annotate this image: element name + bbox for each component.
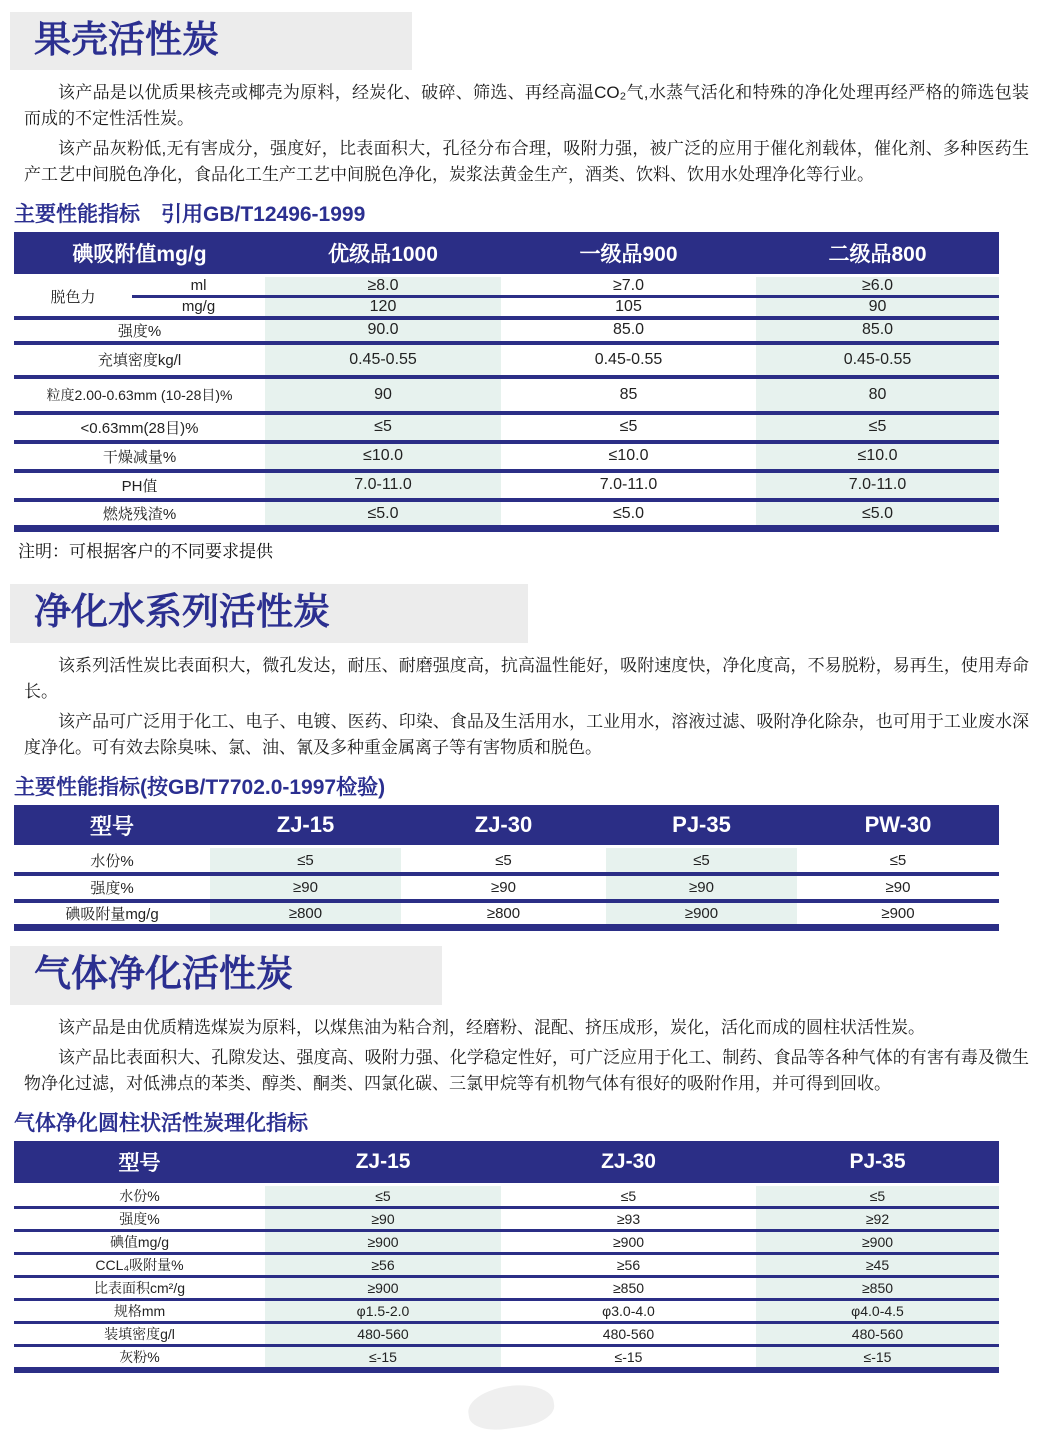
section-title: 气体净化活性炭 [10,946,442,1004]
cell: 0.45-0.55 [265,343,501,377]
column-header: PW-30 [797,805,999,847]
table-row [14,318,999,343]
row-label: 干燥减量% [14,442,265,471]
cell: ≤5.0 [501,500,756,529]
cell: ≤5 [265,413,501,442]
cell: ≥90 [606,874,797,901]
cell: 90 [265,377,501,413]
water-carbon-spec-table [14,805,999,932]
row-label: 规格mm [14,1300,265,1323]
row-label: <0.63mm(28目)% [14,413,265,442]
table-row [14,296,999,318]
cell: ≤5 [620,1188,637,1205]
table-row [14,275,999,296]
cell: 90 [756,296,999,318]
table-header-row [14,805,999,847]
cell: ≤-15 [756,1346,999,1371]
cell: ≥45 [756,1254,999,1277]
cell: ≥900 [756,1231,999,1254]
cell: ≥850 [756,1277,999,1300]
row-label: 粒度2.00-0.63mm (10-28目)% [14,377,265,413]
cell: ≤5.0 [265,500,501,529]
table-heading: 气体净化圆柱状活性炭理化指标 [14,1111,308,1135]
table-row [14,442,999,471]
column-header: PJ-35 [756,1141,999,1185]
cell: 85 [501,377,756,413]
section-title: 净化水系列活性炭 [10,584,528,642]
table-row [14,1277,999,1300]
column-header: ZJ-30 [401,805,606,847]
row-label: 比表面积cm²/g [14,1277,265,1300]
page-bottom-watermark [465,1380,556,1434]
row-label: 脱色力 [14,275,132,318]
cell: ≥56 [501,1254,756,1277]
table-row [14,1208,999,1231]
paragraph: 该系列活性炭比表面积大，微孔发达，耐压、耐磨强度高，抗高温性能好，吸附速度快，净化度高，不易脱粉，易再生，使用寿命长。 [24,655,1029,701]
gas-carbon-spec-table [14,1141,999,1374]
cell: ≥90 [265,1208,501,1231]
cell: ≥90 [401,874,606,901]
row-label: 碘吸附量mg/g [14,901,210,928]
cell: φ1.5-2.0 [265,1300,501,1323]
table-row [14,1323,999,1346]
cell: 105 [501,296,756,318]
cell: ≤5 [210,847,401,874]
table-header-row [14,1141,999,1185]
cell: ≥56 [265,1254,501,1277]
cell: 7.0-11.0 [501,471,756,500]
column-header: ZJ-15 [210,805,401,847]
cell: ≥93 [501,1208,756,1231]
column-header: 二级品800 [756,232,999,275]
table-row [14,1300,999,1323]
table-heading: 主要性能指标(按GB/T7702.0-1997检验) [14,775,386,799]
cell: ≤5 [495,851,512,869]
paragraph: 该产品比表面积大、孔隙发达、强度高、吸附力强、化学稳定性好，可广泛应用于化工、制药、食品等各种气体的有害有毒及微生物净化过滤，对低沸点的苯类、醇类、酮类、四氯化碳、三氯甲烷等有机物气体有很好的吸附作用，并可得到回收。 [24,1047,1029,1093]
paragraph: 该产品可广泛用于化工、电子、电镀、医药、印染、食品及生活用水，工业用水，溶液过滤、吸附净化除杂，也可用于工业废水深度净化。可有效去除臭味、氯、油、氰及多种重金属离子等有害物质和脱色。 [24,711,1029,757]
cell: ≥6.0 [756,275,999,296]
column-header: ZJ-15 [265,1141,501,1185]
cell: ≥900 [797,901,999,928]
cell: ≥800 [210,901,401,928]
row-sublabel: mg/g [132,296,265,318]
cell: 85.0 [501,318,756,343]
section-shell-carbon [0,12,1051,562]
cell: ≥900 [501,1231,756,1254]
section-title: 果壳活性炭 [10,12,412,70]
cell: ≥850 [501,1277,756,1300]
cell: ≥800 [401,901,606,928]
cell: ≤10.0 [265,442,501,471]
cell: ≥900 [265,1231,501,1254]
cell: ≤5 [756,413,999,442]
row-label: PH值 [14,471,265,500]
cell: 0.45-0.55 [756,343,999,377]
table-row [14,1231,999,1254]
cell: 480-560 [265,1323,501,1346]
table-row [14,1346,999,1371]
cell: 85.0 [756,318,999,343]
row-label: 水份% [14,1185,265,1208]
table-row [14,1254,999,1277]
row-label: CCL₄吸附量% [14,1254,265,1277]
section-gas-purification-carbon [0,946,1051,1373]
cell: ≥92 [756,1208,999,1231]
cell: ≤5 [501,413,756,442]
cell: φ3.0-4.0 [501,1300,756,1323]
paragraph: 该产品灰粉低,无有害成分，强度好，比表面积大，孔径分布合理，吸附力强，被广泛的应用于催化剂载体，催化剂、多种医药生产工艺中间脱色净化，食品化工生产工艺中间脱色净化，炭浆法黄金生产，酒类、饮料、饮用水处理净化等行业。 [24,139,1029,185]
shell-carbon-spec-table [14,232,999,532]
table-header-row [14,232,999,275]
column-header: 碘吸附值mg/g [14,232,265,275]
cell: ≤5 [756,1185,999,1208]
cell: 0.45-0.55 [501,343,756,377]
cell: ≤5.0 [756,500,999,529]
table-row [14,500,999,529]
row-label: 强度% [14,1208,265,1231]
row-label: 燃烧残渣% [14,500,265,529]
table-row [14,413,999,442]
cell: ≥90 [210,874,401,901]
row-label: 强度% [14,874,210,901]
column-header: 一级品900 [501,232,756,275]
column-header: ZJ-30 [501,1141,756,1185]
row-label: 水份% [14,847,210,874]
cell: 90.0 [265,318,501,343]
table-row [14,1185,999,1208]
cell: ≤5 [265,1185,501,1208]
table-row [14,874,999,901]
table-row [14,471,999,500]
cell: ≥900 [606,901,797,928]
cell: ≥90 [797,874,999,901]
table-row [14,343,999,377]
table-row [14,847,999,874]
cell: 480-560 [501,1323,756,1346]
column-header: 型号 [14,1141,265,1185]
cell: ≤10.0 [756,442,999,471]
table-note: 注明：可根据客户的不同要求提供 [18,542,273,562]
cell: 120 [265,296,501,318]
table-row [14,901,999,928]
column-header: 优级品1000 [265,232,501,275]
row-label: 灰粉% [14,1346,265,1371]
paragraph: 该产品是由优质精选煤炭为原料，以煤焦油为粘合剂，经磨粉、混配、挤压成形，炭化，活化而成的圆柱状活性炭。 [58,1017,925,1037]
table-row [14,377,999,413]
row-label: 装填密度g/l [14,1323,265,1346]
cell: 480-560 [756,1323,999,1346]
table-heading: 主要性能指标 引用GB/T12496-1999 [14,203,366,227]
cell: ≥900 [265,1277,501,1300]
row-label: 充填密度kg/l [14,343,265,377]
row-label: 强度% [14,318,265,343]
cell: φ4.0-4.5 [756,1300,999,1323]
cell: 80 [756,377,999,413]
cell: ≤10.0 [501,442,756,471]
cell: 7.0-11.0 [756,471,999,500]
cell: ≥7.0 [613,276,645,294]
cell: ≤-15 [265,1346,501,1371]
catalog-page [0,12,1051,1404]
column-header: 型号 [14,805,210,847]
paragraph: 该产品是以优质果核壳或椰壳为原料，经炭化、破碎、筛选、再经高温CO₂气,水蒸气活化和特殊的净化处理再经严格的筛选包装而成的不定性活性炭。 [24,83,1029,129]
row-label: 碘值mg/g [14,1231,265,1254]
cell: 7.0-11.0 [265,471,501,500]
cell: ≤-15 [501,1346,756,1371]
cell: ≤5 [889,851,907,869]
cell: ≥8.0 [265,275,501,296]
cell: ≤5 [606,847,797,874]
row-sublabel: ml [132,275,265,296]
column-header: PJ-35 [606,805,797,847]
section-water-purification-carbon [0,584,1051,931]
